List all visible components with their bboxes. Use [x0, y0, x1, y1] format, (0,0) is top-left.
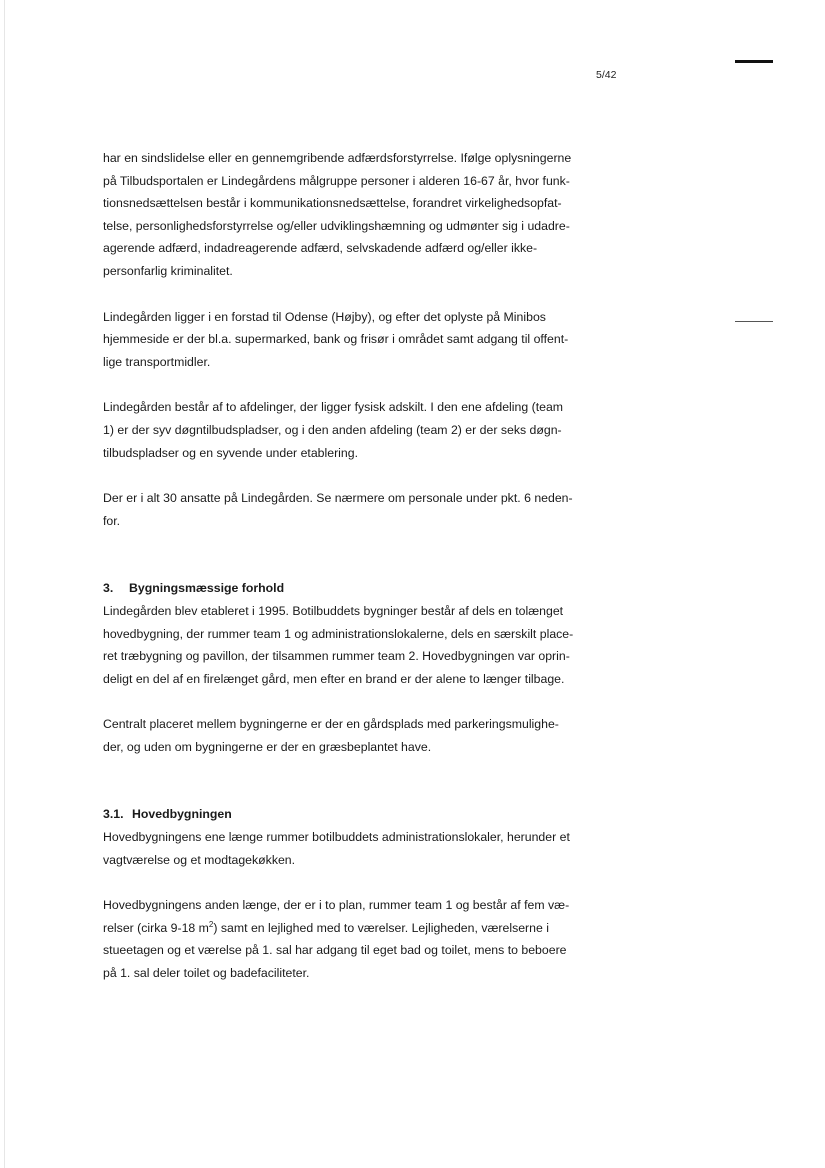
- text-line: på Tilbudsportalen er Lindegårdens målgruppe personer i alderen 16-67 år, hvor funk-: [103, 173, 570, 188]
- text-line: der, og uden om bygningerne er der en græsbeplantet have.: [103, 739, 432, 754]
- body-text: [103, 147, 608, 1008]
- text-line: Lindegården ligger i en forstad til Odense (Højby), og efter det oplyste på Minibos: [103, 309, 546, 324]
- margin-mark-top: [735, 60, 773, 63]
- text-line: har en sindslidelse eller en gennemgribende adfærdsforstyrrelse. Ifølge oplysningerne: [103, 151, 572, 165]
- section-heading-3: [103, 577, 608, 600]
- text-line: hjemmeside er der bl.a. supermarked, bank og frisør i området samt adgang til offent-: [103, 332, 569, 347]
- section-number: 3.: [103, 581, 114, 596]
- text-line: tilbudspladser og en syvende under etablering.: [103, 445, 358, 460]
- paragraph-staff: [103, 487, 608, 532]
- paragraph-main-building-wing2: [103, 894, 608, 984]
- section-heading-3-1: [103, 803, 608, 826]
- paragraph-departments: [103, 396, 608, 464]
- scan-edge: [4, 0, 5, 1168]
- paragraph-courtyard: [103, 713, 608, 758]
- section-title: Bygningsmæssige forhold: [129, 581, 285, 596]
- text-line: personfarlig kriminalitet.: [103, 263, 233, 278]
- paragraph-buildings: [103, 600, 608, 690]
- margin-mark-middle: [735, 321, 773, 322]
- text-line: Hovedbygningens anden længe, der er i to plan, rummer team 1 og består af fem væ-: [103, 898, 570, 913]
- text-line: Centralt placeret mellem bygningerne er der en gårdsplads med parkeringsmulighe-: [103, 717, 559, 732]
- section-title: Hovedbygningen: [132, 807, 232, 822]
- section-spacer: [103, 555, 608, 577]
- text-line: telse, personlighedsforstyrrelse og/eller udviklingshæmning og udmønter sig i udadre-: [103, 218, 570, 233]
- text-line: for.: [103, 513, 121, 528]
- text-line: Lindegården blev etableret i 1995. Botilbuddets bygninger består af dels en tolænget: [103, 603, 564, 618]
- text-line: Hovedbygningens ene længe rummer botilbuddets administrationslokaler, herunder et: [103, 830, 570, 845]
- text-fragment: ) samt en lejlighed med to værelser. Lejligheden, værelserne i: [213, 920, 549, 935]
- text-line: hovedbygning, der rummer team 1 og administrationslokalerne, dels en særskilt place-: [103, 626, 574, 641]
- text-line: Lindegården består af to afdelinger, der ligger fysisk adskilt. I den ene afdeling (team: [103, 400, 564, 415]
- text-line: tionsnedsættelsen består i kommunikationsnedsættelse, forandret virkelighedsopfat-: [103, 196, 562, 211]
- text-line: ret træbygning og pavillon, der tilsammen rummer team 2. Hovedbygningen var oprin-: [103, 649, 570, 664]
- text-line: på 1. sal deler toilet og badefaciliteter.: [103, 966, 310, 981]
- text-line: 1) er der syv døgntilbudspladser, og i den anden afdeling (team 2) er der seks døgn-: [103, 422, 562, 437]
- section-number: 3.1.: [103, 807, 124, 822]
- text-line: [103, 917, 608, 940]
- section-spacer: [103, 781, 608, 803]
- paragraph-location: [103, 306, 608, 374]
- text-fragment: relser (cirka 9-18 m: [103, 920, 209, 935]
- text-line: agerende adfærd, indadreagerende adfærd, selvskadende adfærd og/eller ikke-: [103, 241, 538, 256]
- paragraph-main-building-wing1: [103, 826, 608, 871]
- text-line: stueetagen og et værelse på 1. sal har adgang til eget bad og toilet, mens to beboere: [103, 943, 567, 958]
- text-line: Der er i alt 30 ansatte på Lindegården. Se nærmere om personale under pkt. 6 neden-: [103, 491, 573, 506]
- text-line: deligt en del af en firelænget gård, men efter en brand er der alene to længer tilbage.: [103, 671, 565, 686]
- text-line: lige transportmidler.: [103, 354, 211, 369]
- text-line: vagtværelse og et modtagekøkken.: [103, 852, 296, 867]
- page-number: 5/42: [596, 69, 617, 81]
- paragraph-target-group: [103, 147, 608, 283]
- superscript: 2: [208, 919, 214, 929]
